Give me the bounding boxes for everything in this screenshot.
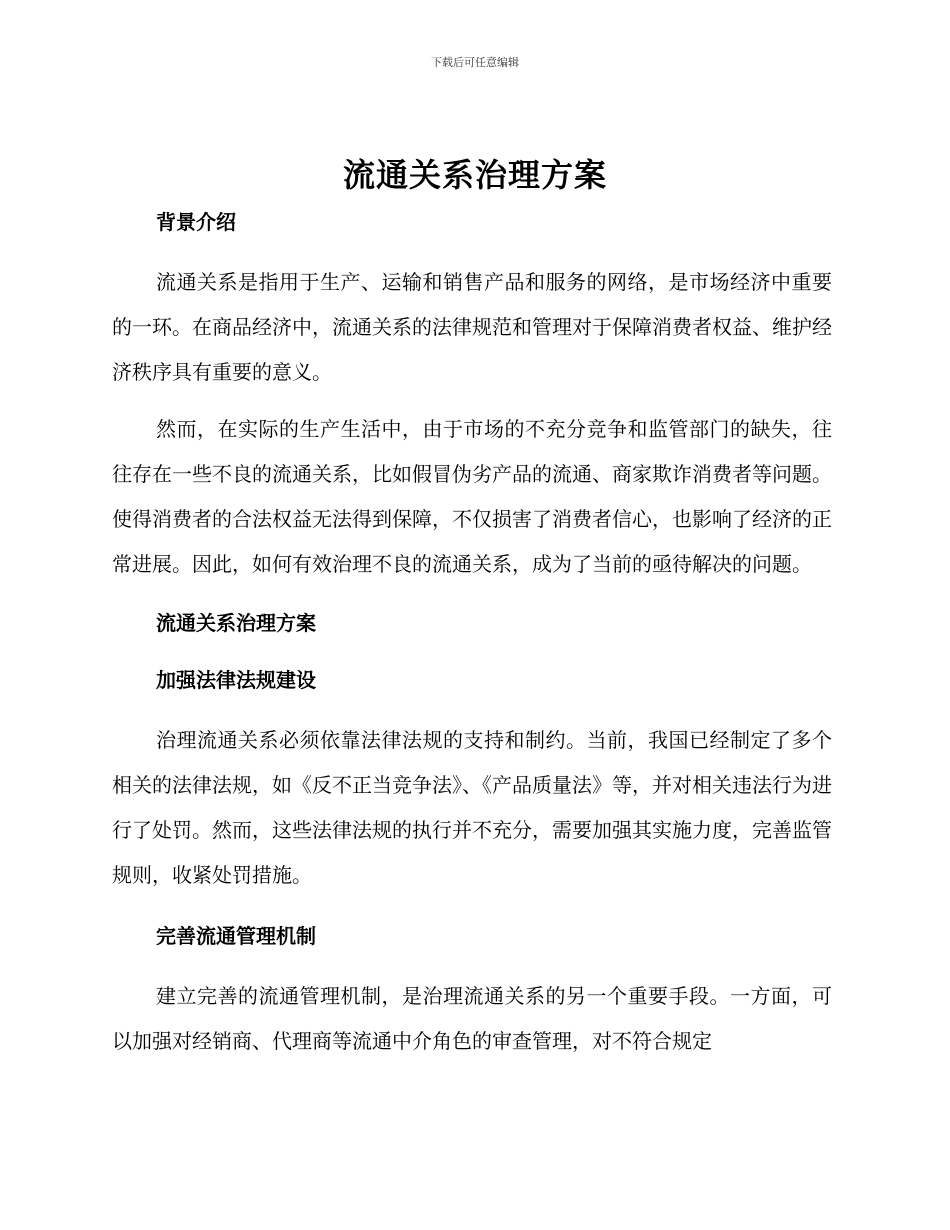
subsection-heading-mechanism: 完善流通管理机制 — [156, 924, 316, 948]
paragraph-background-1: 流通关系是指用于生产、运输和销售产品和服务的网络，是市场经济中重要的一环。在商品经济中，流通关系的法律规范和管理对于保障消费者权益、维护经济秩序具有重要的意义。 — [112, 270, 832, 384]
paragraph-law-1: 治理流通关系必须依靠法律法规的支持和制约。当前，我国已经制定了多个相关的法律法规，如《反不正当竞争法》、《产品质量法》等，并对相关违法行为进行了处罚。然而，这些法律法规的执行并不充分，需要加强其实施力度，完善监管规则，收紧处罚措施。 — [112, 728, 832, 887]
section-heading-background: 背景介绍 — [156, 210, 236, 234]
document-body — [112, 206, 832, 1064]
section-heading-plan: 流通关系治理方案 — [156, 611, 316, 635]
subsection-heading-law: 加强法律法规建设 — [156, 668, 316, 692]
page-header-note: 下载后可任意编辑 — [431, 56, 519, 69]
paragraph-background-2: 然而，在实际的生产生活中，由于市场的不充分竞争和监管部门的缺失，往往存在一些不良的流通关系，比如假冒伪劣产品的流通、商家欺诈消费者等问题。使得消费者的合法权益无法得到保障，不仅损害了消费者信心，也影响了经济的正常进展。因此，如何有效治理不良的流通关系，成为了当前的亟待解决的问题。 — [112, 417, 832, 576]
document-title: 流通关系治理方案 — [342, 156, 607, 194]
paragraph-mechanism-1: 建立完善的流通管理机制，是治理流通关系的另一个重要手段。一方面，可以加强对经销商、代理商等流通中介角色的审查管理，对不符合规定 — [112, 984, 832, 1053]
